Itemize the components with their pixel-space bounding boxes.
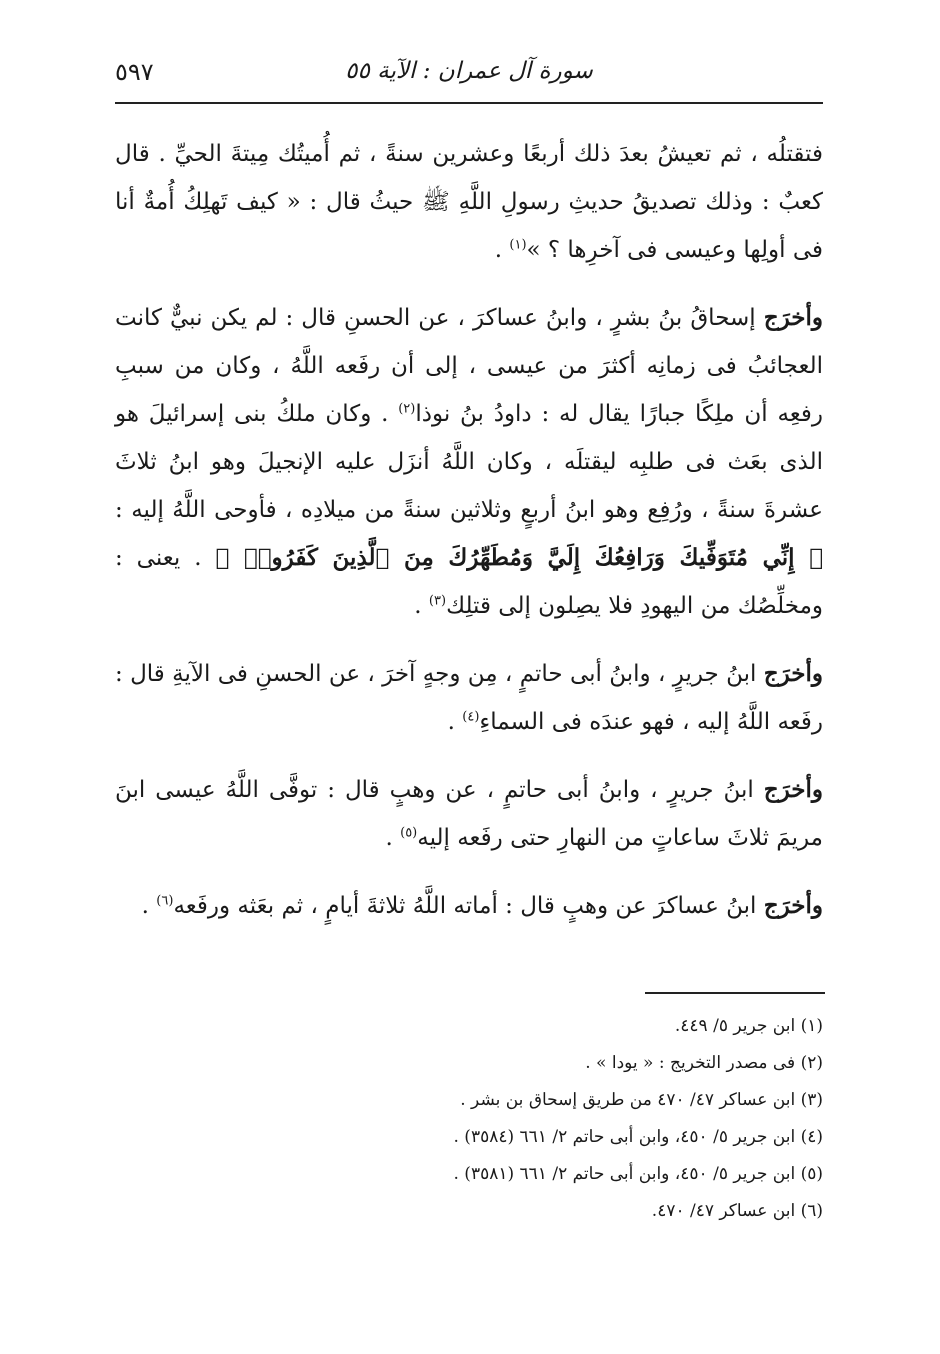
paragraph-text: ابنُ عساكرَ عن وهبٍ قال : أماته اللَّهُ ثلاثةَ أيامٍ ، ثم بعَثه ورفَعه xyxy=(173,893,764,919)
paragraph-text-continued: . يعنى : ومخلِّصُك من اليهودِ فلا يصِلون إلى قتلِك xyxy=(115,545,823,619)
footnote-2: (٢) فى مصدر التخريج : « يودا » . xyxy=(585,1053,823,1073)
footnote-marker: (١) xyxy=(509,237,527,253)
paragraph-text: إسحاقُ بنُ بشرٍ ، وابنُ عساكرَ ، عن الحسنِ قال : لم يكن نبيٌّ كانت العجائبُ فى زمانِه أكثرَ من عيسى ، إلى أن رفَعه اللَّهُ ، وكان من سببِ رفعِه أن ملِكًا جبارًا يقال له : داودُ بنُ نوذا xyxy=(115,305,823,427)
footnote-marker: (٣) xyxy=(428,593,447,609)
footnote-marker: (٤) xyxy=(462,709,480,725)
paragraph-4 xyxy=(115,766,823,862)
page-header xyxy=(115,56,823,96)
footnote-6: (٦) ابن عساكر ٤٧/ ٤٧٠. xyxy=(651,1201,823,1221)
paragraph-text-continued: . وكان ملكُ بنى إسرائيلَ هو الذى بعَث فى طلبِه ليقتلَه ، وكان اللَّهُ أنزَل عليه الإنجيلَ وهو ابنُ ثلاثَ عشرةَ سنةً ، ورُفِع وهو ابنُ أربعٍ وثلاثين سنةً من ميلادِه ، فأوحى اللَّهُ إليه : xyxy=(115,401,823,523)
paragraph-opening: وأخرَج xyxy=(763,892,823,919)
footnote-marker: (٢) xyxy=(398,401,416,417)
footnote-4: (٤) ابن جرير ٥/ ٤٥٠، وابن أبى حاتم ٢/ ٦٦١ (٣٥٨٤) . xyxy=(453,1127,823,1147)
paragraph-text: فتقتلُه ، ثم تعيشُ بعدَ ذلك أربعًا وعشرين سنةً ، ثم أُميتُك مِيتةَ الحيِّ . قال كعبٌ : وذلك تصديقُ حديثِ رسولِ اللَّهِ ﷺ حيثُ قال : « كيف تَهلِكُ أُمةٌ أنا فى أولِها وعيسى فى آخرِها ؟ » xyxy=(115,141,823,263)
running-title: سورة آل عمران : الآية ٥٥ xyxy=(345,58,593,84)
main-text xyxy=(115,130,823,950)
header-rule xyxy=(115,102,823,104)
paragraph-2 xyxy=(115,294,823,630)
footnote-1: (١) ابن جرير ٥/ ٤٤٩. xyxy=(674,1016,823,1036)
paragraph-text: ابنُ جريرٍ ، وابنُ أبى حاتمٍ ، مِن وجهٍ آخرَ ، عن الحسنِ فى الآيةِ قال : رفَعه اللَّهُ إليه ، فهو عندَه فى السماءِ xyxy=(115,661,823,735)
footnote-5: (٥) ابن جرير ٥/ ٤٥٠، وابن أبى حاتم ٢/ ٦٦١ (٣٥٨١) . xyxy=(453,1164,823,1184)
paragraph-end: . xyxy=(141,893,157,919)
footnotes xyxy=(115,1008,823,1230)
footnote-rule xyxy=(645,992,825,994)
paragraph-end: . xyxy=(447,709,463,735)
paragraph-end: . xyxy=(385,825,401,851)
footnote-3: (٣) ابن عساكر ٤٧/ ٤٧٠ من طريق إسحاق بن بشر . xyxy=(460,1090,823,1110)
paragraph-end: . xyxy=(414,593,429,619)
quran-verse: ﴿ إِنِّي مُتَوَفِّيكَ وَرَافِعُكَ إِلَيَّ وَمُطَهِّرُكَ مِنَ ٱلَّذِينَ كَفَرُوا۟ ﴾ xyxy=(215,544,823,571)
footnote-marker: (٦) xyxy=(156,893,174,909)
paragraph-1 xyxy=(115,130,823,274)
paragraph-opening: وأخرَج xyxy=(763,776,823,803)
page-number: ٥٩٧ xyxy=(115,58,154,86)
footnote-marker: (٥) xyxy=(400,825,418,841)
paragraph-opening: وأخرَج xyxy=(763,304,823,331)
paragraph-3 xyxy=(115,650,823,746)
paragraph-5 xyxy=(115,882,823,930)
paragraph-end: . xyxy=(494,237,510,263)
paragraph-text: ابنُ جريرٍ ، وابنُ أبى حاتمٍ ، عن وهبٍ قال : توفَّى اللَّهُ عيسى ابنَ مريمَ ثلاثَ ساعاتٍ من النهارِ حتى رفَعه إليه xyxy=(115,777,823,851)
paragraph-opening: وأخرَج xyxy=(763,660,823,687)
